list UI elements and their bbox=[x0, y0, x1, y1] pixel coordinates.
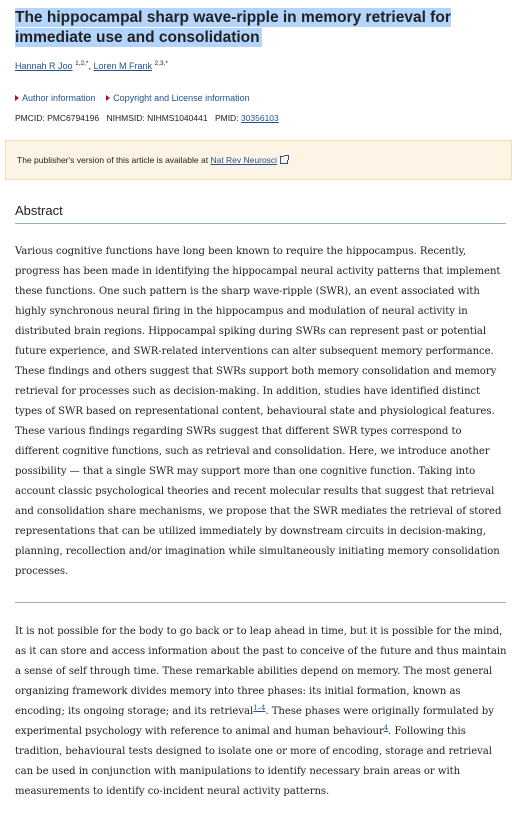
pmid-label: PMID: bbox=[214, 113, 239, 123]
author-information-toggle[interactable] bbox=[15, 93, 96, 103]
article-title-text: The hippocampal sharp wave-ripple in memory retrieval for immediate use and consolidation bbox=[15, 9, 451, 46]
publisher-notice-text: The publisher's version of this article is available at bbox=[17, 155, 209, 165]
external-link-icon bbox=[280, 156, 288, 164]
pmcid: PMCID: PMC6794196 bbox=[15, 113, 100, 123]
expand-triangle-icon bbox=[106, 95, 110, 101]
author-affiliation-frank: 2,3,* bbox=[154, 60, 168, 67]
pmid-link[interactable]: 30356103 bbox=[240, 113, 279, 123]
copyright-license-label: Copyright and License information bbox=[113, 93, 250, 103]
intro-text-1: It is not possible for the body to go back or to leap ahead in time, but it is possible for the mind, as it can store and access information about the past to conceive of the future and thus maintain a sense of self through time. These remarkable abilities depend on memory. The most general organizing framework divides memory into three phases: its initial formation, known as encoding; its ongoing storage; and its retrieval bbox=[15, 626, 507, 717]
citation-link-4[interactable]: 4 bbox=[383, 724, 389, 732]
abstract-heading: Abstract bbox=[15, 203, 506, 224]
abstract-paragraph: Various cognitive functions have long been known to require the hippocampus. Recently, progress has been made in identifying the hippocampal neural activity patterns that implement these functions. One such pattern is the sharp wave-ripple (SWR), an event associated with highly synchronous neural firing in the hippocampus and modulation of neural activity in distributed brain regions. Hippocampal spiking during SWRs can represent past or potential future experience, and SWR-related interventions can alter subsequent memory performance. These findings and others suggest that SWRs support both memory consolidation and memory retrieval for processes such as decision-making. In addition, studies have identified distinct types of SWR based on representational content, behavioural state and physiological features. These various findings regarding SWRs suggest that different SWR types correspond to different cognitive functions, such as retrieval and consolidation. Here, we introduce another possibility — that a single SWR may support more than one cognitive function. Taking into account classic psychological theories and recent molecular results that suggest that retrieval and consolidation share mechanisms, we propose that the SWR mediates the retrieval of stored representations that can be utilized immediately by downstream circuits in decision-making, planning, recollection and/or imagination while simultaneously initiating memory consolidation processes. bbox=[15, 246, 502, 577]
author-link-frank[interactable]: Loren M Frank bbox=[93, 61, 152, 71]
intro-text-3: . Following this tradition, behavioural tests designed to isolate one or more of encoding, storage and retrieval can be used in conjunction with manipulations to identify necessary brain areas or with measurements to identify co-incident neural activity patterns. bbox=[15, 726, 492, 797]
author-list bbox=[15, 60, 168, 71]
author-separator: , bbox=[88, 61, 94, 71]
author-affiliation-joo: 1,2,* bbox=[75, 60, 89, 67]
article-title bbox=[15, 8, 495, 48]
publisher-version-notice bbox=[5, 140, 512, 180]
expand-triangle-icon bbox=[15, 95, 19, 101]
publisher-notice-line bbox=[17, 155, 288, 165]
nihmsid: NIHMSID: NIHMS1040441 bbox=[106, 113, 208, 123]
author-information-label: Author information bbox=[22, 93, 96, 103]
intro-text-2: . These phases were originally formulated by experimental psychology with reference to animal and human behaviour bbox=[15, 706, 494, 737]
author-link-joo[interactable]: Hannah R Joo bbox=[15, 61, 73, 71]
article-identifiers bbox=[15, 113, 279, 123]
copyright-license-toggle[interactable] bbox=[106, 93, 250, 103]
intro-paragraph bbox=[15, 622, 507, 802]
section-divider bbox=[15, 602, 506, 603]
article-info-links bbox=[15, 93, 258, 103]
journal-link[interactable]: Nat Rev Neurosci bbox=[210, 155, 278, 165]
citation-link-1-4[interactable]: 1–4 bbox=[253, 704, 266, 712]
